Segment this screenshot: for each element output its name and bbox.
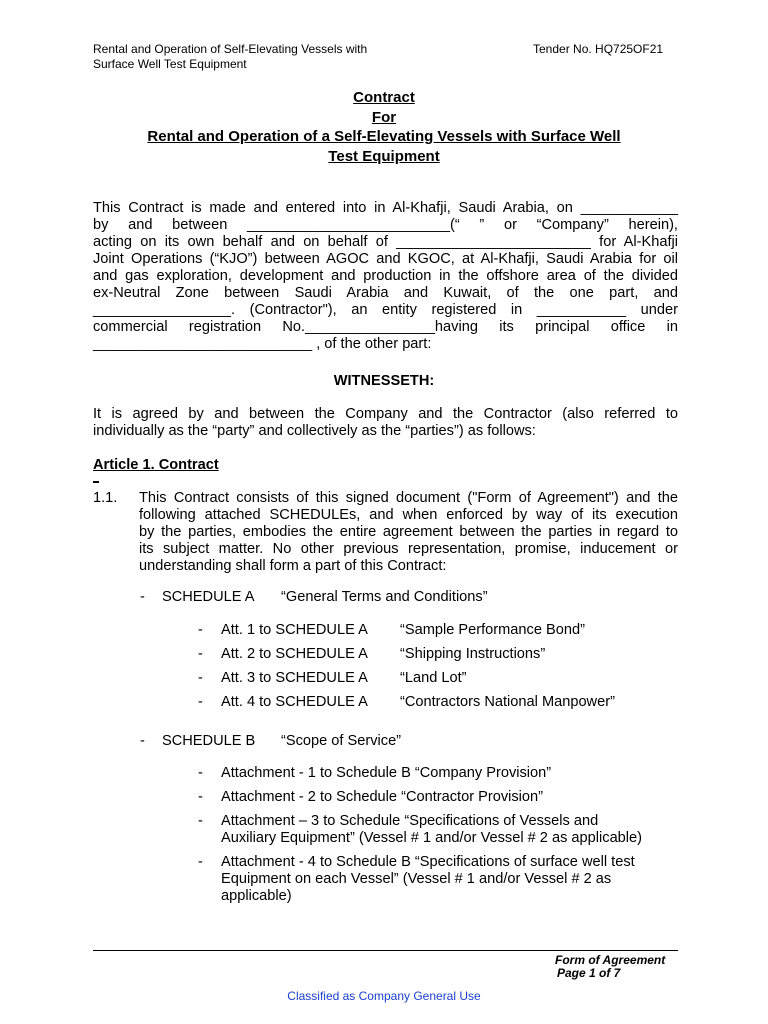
attachment-name: Att. 1 to SCHEDULE A [221,622,368,638]
clause-1-1-text [139,490,678,575]
classification-label: Classified as Company General Use [287,989,481,1003]
bullet-dash: - [198,765,203,781]
intro-line: ___________________________ , of the other part: [93,336,432,352]
intro-line: _________________. (Contractor"), an entity registered in ___________ under [93,302,678,318]
intro-line: acting on its own behalf and on behalf of ________________________ for Al-Khafji [93,234,678,250]
attachment-line: applicable) [221,888,292,904]
bullet-dash: - [140,733,145,749]
clause-line: by the parties, embodies the entire agreement between the parties in regard to [139,524,678,540]
attachment-desc: “Sample Performance Bond” [400,622,585,638]
attachment-item: Attachment - 2 to Schedule “Contractor Provision” [221,789,544,805]
stray-mark [93,481,99,483]
schedule-a-label: SCHEDULE A [162,589,255,605]
bullet-dash: - [198,789,203,805]
title-line3: Rental and Operation of a Self-Elevating Vessels with Surface Well [147,128,621,145]
article-1-heading: Article 1. Contract [93,457,219,473]
bullet-dash: - [198,646,203,662]
attachment-desc: “Shipping Instructions” [400,646,546,662]
attachment-line: Auxiliary Equipment” (Vessel # 1 and/or Vessel # 2 as applicable) [221,830,643,846]
clause-line: following attached SCHEDULEs, and when enforced by way of its execution [139,507,678,523]
bullet-dash: - [198,813,203,829]
intro-line: This Contract is made and entered into in Al-Khafji, Saudi Arabia, on ____________ [93,200,678,216]
clause-line: its subject matter. No other previous representation, promise, inducement or [139,541,678,557]
intro-paragraph [93,200,678,353]
footer-rule [93,950,678,951]
intro-line: commercial registration No.________________having its principal office in [93,319,678,335]
tender-number: Tender No. HQ725OF21 [533,42,664,56]
schedule-a-title: “General Terms and Conditions” [281,589,488,605]
intro-line: ex-Neutral Zone between Saudi Arabia and Kuwait, of the one part, and [93,285,678,301]
header-left-line1: Rental and Operation of Self-Elevating Vessels with [93,42,368,56]
intro-line: Joint Operations (“KJO”) between AGOC and KGOC, at Al-Khafji, Saudi Arabia for oil [93,251,678,267]
header-left [93,42,367,72]
title-for: For [371,109,397,126]
header-left-line2: Surface Well Test Equipment [93,57,247,71]
witnesseth-heading: WITNESSETH: [333,373,435,389]
schedule-b-title: “Scope of Service” [281,733,402,749]
bullet-dash: - [198,670,203,686]
attachment-item [221,854,635,905]
agreement-line: individually as the “party” and collectively as the “parties”) as follows: [93,423,536,439]
clause-line: This Contract consists of this signed document ("Form of Agreement") and the [139,490,678,506]
attachment-desc: “Contractors National Manpower” [400,694,615,710]
intro-line: by and between _________________________(“ ” or “Company” herein), [93,217,678,233]
attachment-line: Attachment - 4 to Schedule B “Specifications of surface well test [221,854,635,870]
attachment-item [221,813,642,847]
attachment-desc: “Land Lot” [400,670,467,686]
attachment-line: Attachment – 3 to Schedule “Specifications of Vessels and [221,813,599,829]
bullet-dash: - [198,622,203,638]
bullet-dash: - [198,854,203,870]
attachment-name: Att. 2 to SCHEDULE A [221,646,368,662]
title-contract: Contract [353,89,415,106]
intro-line: and gas exploration, development and production in the offshore area of the divided [93,268,678,284]
attachment-item: Attachment - 1 to Schedule B “Company Provision” [221,765,552,781]
attachment-name: Att. 3 to SCHEDULE A [221,670,368,686]
schedule-b-label: SCHEDULE B [162,733,256,749]
agreement-line: It is agreed by and between the Company and the Contractor (also referred to [93,406,678,422]
footer-page-number: Page 1 of 7 [557,966,621,980]
footer-form: Form of Agreement [555,953,666,967]
attachment-name: Att. 4 to SCHEDULE A [221,694,368,710]
clause-line: understanding shall form a part of this Contract: [139,558,447,574]
title-line4: Test Equipment [328,148,440,165]
clause-number: 1.1. [93,490,118,506]
agreement-paragraph [93,406,678,440]
bullet-dash: - [198,694,203,710]
attachment-line: Equipment on each Vessel” (Vessel # 1 and/or Vessel # 2 as [221,871,612,887]
bullet-dash: - [140,589,145,605]
